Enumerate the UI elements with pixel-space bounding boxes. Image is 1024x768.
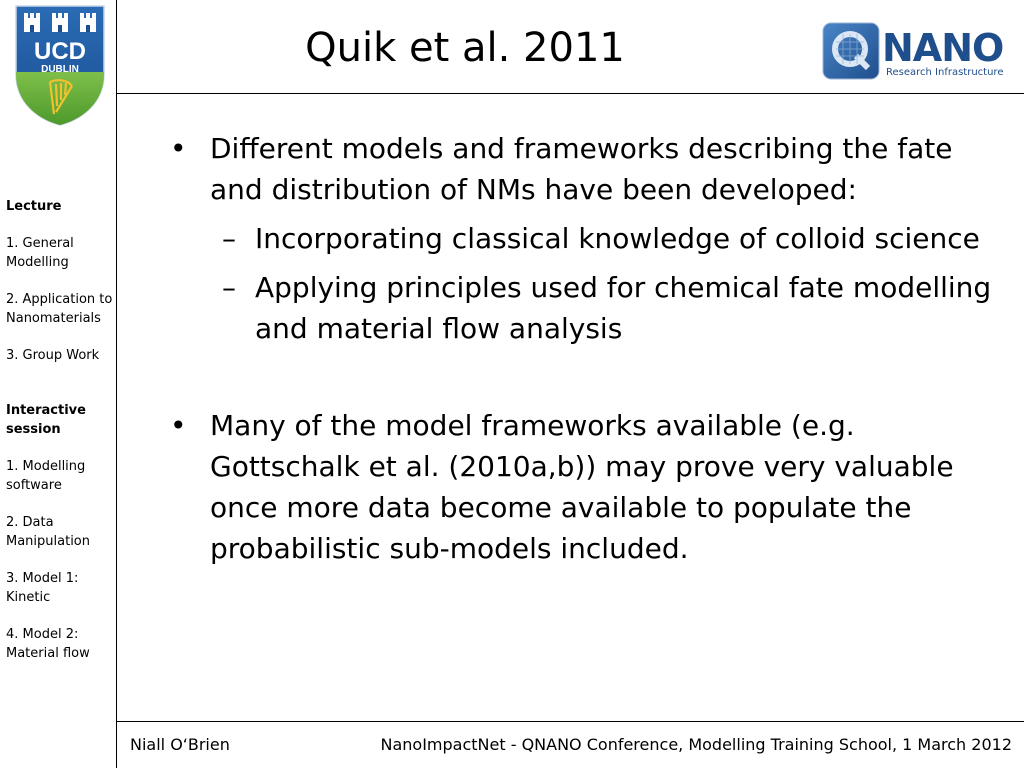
sidebar-item-model-2-material-flow[interactable]: 4. Model 2: Material flow (6, 627, 90, 661)
sub-bullet-text: Applying principles used for chemical fate modelling and material flow analysis (255, 271, 992, 345)
ucd-logo-text: UCD (34, 38, 86, 65)
footer-divider (116, 721, 1024, 722)
slide-body (170, 128, 1000, 569)
sidebar-item-modelling-software[interactable]: 1. Modelling software (6, 459, 86, 493)
bullet-point (170, 405, 1000, 569)
bullet-point (170, 128, 1000, 210)
dash-marker: – (222, 222, 236, 255)
footer-author: Niall O‘Brien (130, 735, 230, 754)
sidebar-divider (116, 0, 117, 768)
sidebar-heading-interactive-session: Interactive session (6, 403, 86, 437)
qnano-q-icon (822, 22, 880, 80)
bullet-marker: • (170, 132, 187, 165)
bullet-text: Different models and frameworks describing the fate and distribution of NMs have been developed: (210, 132, 953, 206)
header-divider (116, 93, 1024, 94)
qnano-logo (822, 22, 1004, 82)
dash-marker: – (222, 271, 236, 304)
sidebar-item-data-manipulation[interactable]: 2. Data Manipulation (6, 515, 91, 549)
sub-bullet-point (170, 267, 1000, 349)
sidebar-item-model-1-kinetic[interactable]: 3. Model 1: Kinetic (6, 571, 79, 605)
ucd-dublin-logo (14, 4, 106, 126)
sidebar-nav (6, 197, 114, 663)
sidebar-item-general-modelling[interactable]: 1. General Modelling (6, 236, 74, 270)
bullet-text: Many of the model frameworks available (e.g. Gottschalk et al. (2010a,b)) may prove very valuable once more data become available to populate the probabilistic sub-models included. (210, 409, 954, 565)
sidebar-item-group-work[interactable]: 3. Group Work (6, 348, 100, 363)
bullet-marker: • (170, 409, 187, 442)
qnano-logo-subtitle: Research Infrastructure (886, 67, 1004, 78)
sidebar-item-application-to-nanomaterials[interactable]: 2. Application to Nanomaterials (6, 292, 113, 326)
qnano-logo-word: NANO (882, 26, 1004, 70)
footer-event: NanoImpactNet - QNANO Conference, Modelling Training School, 1 March 2012 (380, 735, 1012, 754)
sub-bullet-text: Incorporating classical knowledge of colloid science (255, 222, 980, 255)
sub-bullet-point (170, 218, 1000, 259)
slide-title: Quik et al. 2011 (305, 25, 625, 71)
ucd-logo-subtext: DUBLIN (41, 64, 79, 75)
sidebar-heading-lecture: Lecture (6, 199, 62, 214)
